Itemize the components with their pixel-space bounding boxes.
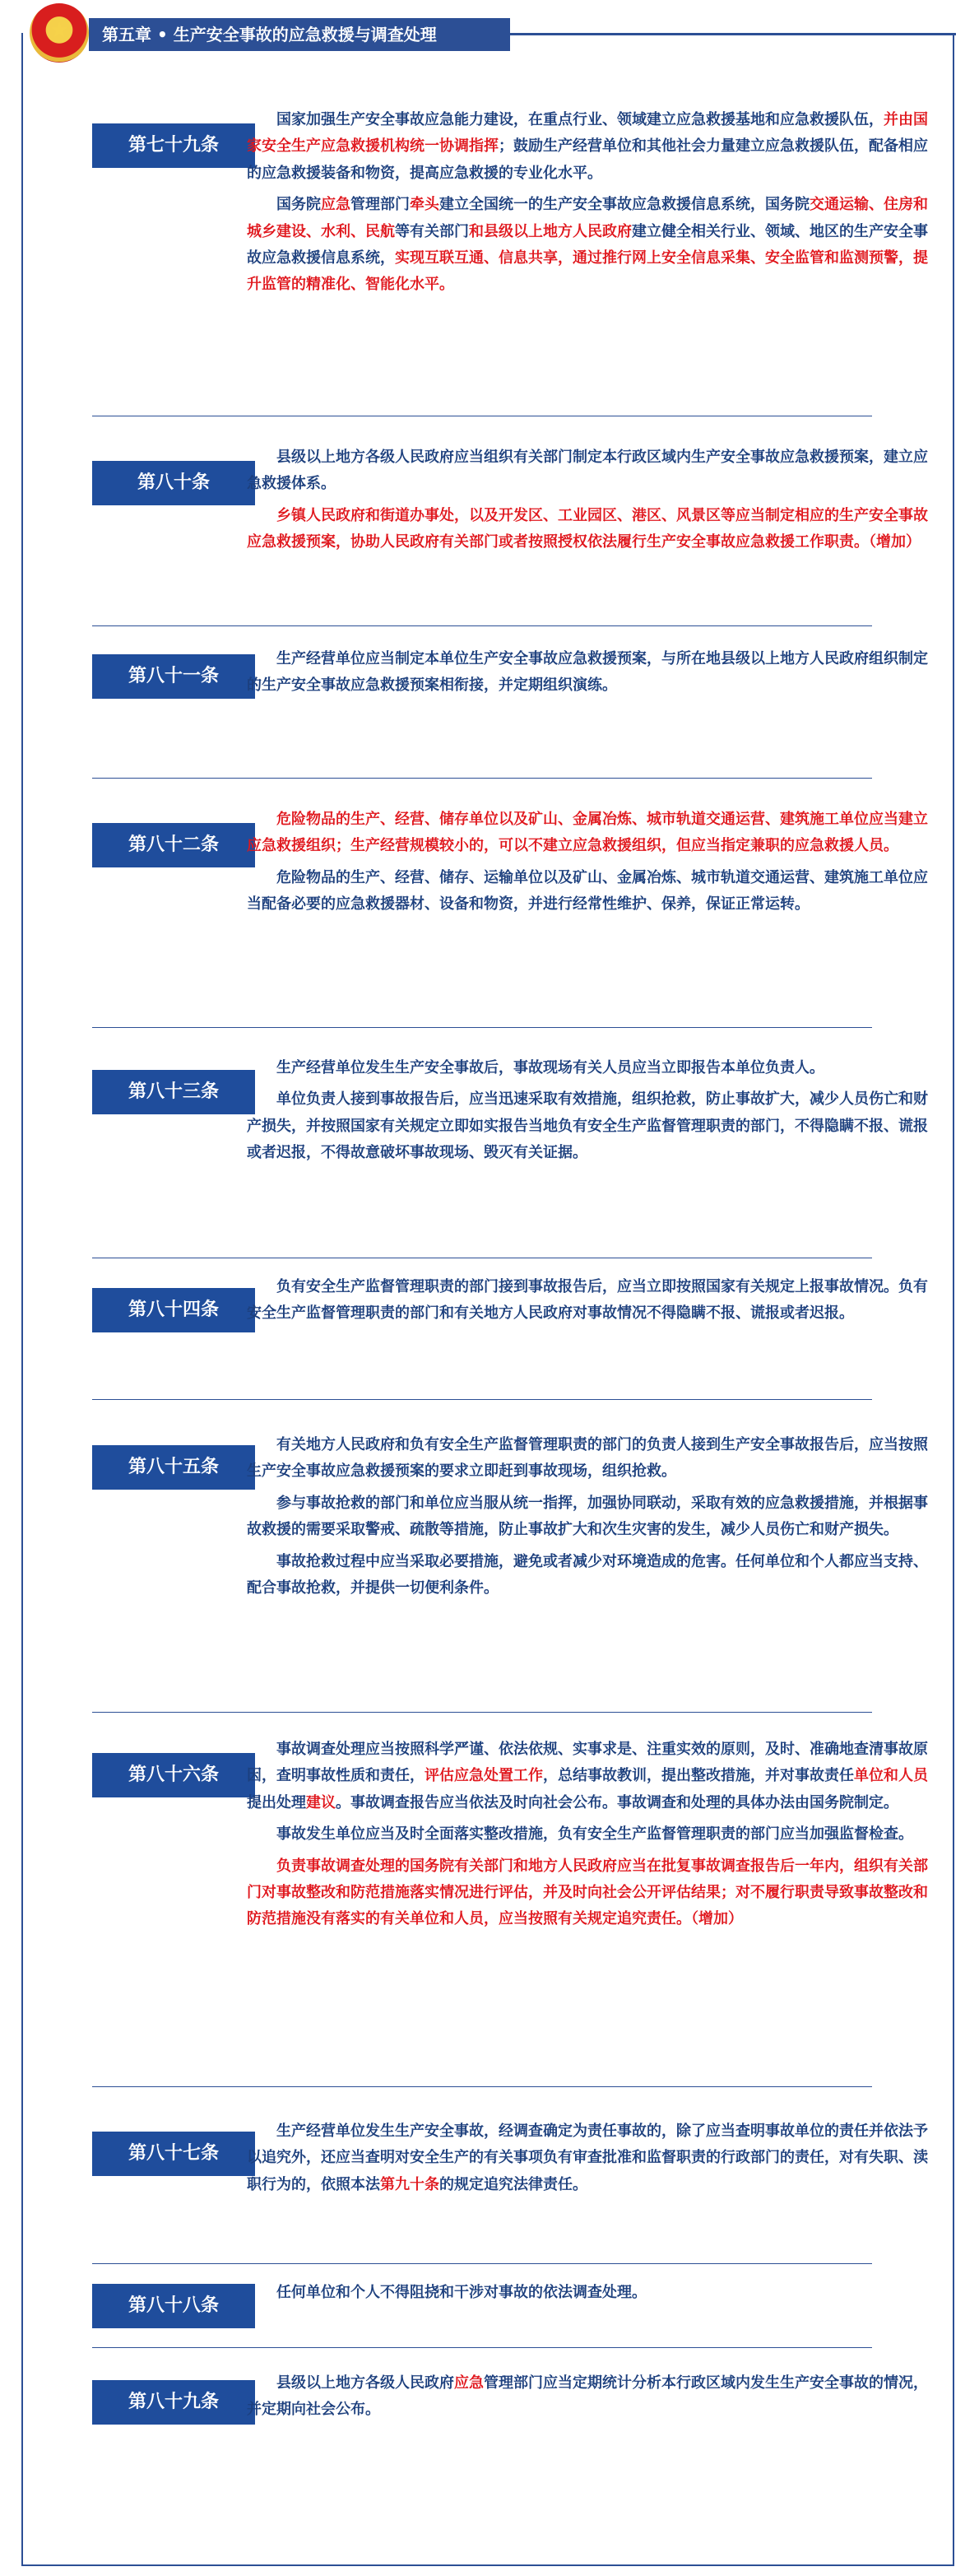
article-label: 第七十九条 [92, 123, 255, 168]
article-text: 县级以上地方各级人民政府 [276, 2374, 454, 2392]
amended-text: 实现互联互通、信息共享，通过推行网上安全信息采集、安全监管和监测预警，提升监管的精准化、智能化水平。 [247, 249, 928, 294]
article-label: 第八十二条 [92, 823, 255, 867]
article-text: 单位负责人接到事故报告后，应当迅速采取有效措施，组织抢救，防止事故扩大，减少人员伤亡和财产损失，并按照国家有关规定立即如实报告当地负有安全生产监督管理职责的部门，不得隐瞒不报、谎报或者迟报，不得故意破坏事故现场、毁灭有关证据。 [247, 1090, 928, 1162]
article-body [247, 1055, 930, 1172]
amended-text: 应急 [321, 196, 350, 214]
article-text: 生产经营单位发生生产安全事故后，事故现场有关人员应当立即报告本单位负责人。 [276, 1059, 824, 1076]
article-label: 第八十条 [92, 461, 255, 505]
article-text: 生产经营单位发生生产安全事故，经调查确定为责任事故的，除了应当查明事故单位的责任并依法予以追究外，还应当查明对安全生产的有关事项负有审查批准和监督职责的行政部门的责任，对有失职、渎职行为的，依照本法 [247, 2123, 928, 2193]
article-paragraph [247, 444, 930, 498]
article-text: 事故发生单位应当及时全面落实整改措施，负有安全生产监督管理职责的部门应当加强监督检查。 [276, 1825, 913, 1844]
article-text: 建立健全相关行业、领域、地区的生产安全事故应急救援信息系统， [247, 222, 928, 267]
article-paragraph [247, 2370, 930, 2424]
article-paragraph [247, 807, 930, 860]
article-text: 负有安全生产监督管理职责的部门接到事故报告后，应当立即按照国家有关规定上报事故情况。负有安全生产监督管理职责的部门和有关地方人民政府对事故情况不得隐瞒不报、谎报或者迟报。 [247, 1278, 928, 1323]
article-label: 第八十八条 [92, 2284, 255, 2328]
article-divider [92, 2263, 872, 2264]
amended-text: 负责事故调查处理的国务院有关部门和地方人民政府应当在批复事故调查报告后一年内，组织有关部门对事故整改和防范措施落实情况进行评估，并及时向社会公开评估结果；对不履行职责导致事故整改和防范措施没有落实的有关单位和人员，应当按照有关规定追究责任。（增加） [247, 1857, 928, 1928]
article-text: 有关地方人民政府和负有安全生产监督管理职责的部门的负责人接到生产安全事故报告后，应当按照生产安全事故应急救援预案的要求立即赶到事故现场，组织抢救。 [247, 1436, 928, 1481]
article-divider [92, 2347, 872, 2348]
article-text: ；鼓励生产经营单位和其他社会力量建立应急救援队伍，配备相应的应急救援装备和物资，提高应急救援的专业化水平。 [247, 137, 928, 182]
amended-text: 单位和人员 [854, 1767, 928, 1785]
amended-text: 交通运输、住房和城乡建设、水利、民航 [247, 196, 928, 240]
article-body [247, 2370, 930, 2429]
article-paragraph [247, 2280, 930, 2306]
amended-text: 乡镇人民政府和街道办事处，以及开发区、工业园区、港区、风景区等应当制定相应的生产安全事故应急救援预案，协助人民政府有关部门或者按照授权依法履行生产安全事故应急救援工作职责。（增加） [247, 506, 928, 551]
article-divider [92, 2086, 872, 2087]
article-text: 国务院 [276, 196, 321, 214]
article-text: 。事故调查报告应当依法及时向社会公布。事故调查和处理的具体办法由国务院制定。 [336, 1793, 898, 1811]
article-body [247, 807, 930, 923]
article-text: 国家加强生产安全事故应急能力建设，在重点行业、领域建立应急救援基地和应急救援队伍， [276, 111, 884, 128]
article-text: 事故抢救过程中应当采取必要措施，避免或者减少对环境造成的危害。任何单位和个人都应当支持、配合事故抢救，并提供一切便利条件。 [247, 1552, 928, 1597]
article-paragraph [247, 646, 930, 700]
article-label: 第八十七条 [92, 2132, 255, 2176]
article-body [247, 107, 930, 304]
article-label: 第八十九条 [92, 2380, 255, 2425]
article-text: 提出处理 [247, 1793, 306, 1811]
amended-text: 和县级以上地方人民政府 [469, 222, 632, 240]
article-paragraph [247, 865, 930, 918]
article-paragraph [247, 1432, 930, 1486]
amended-text: 危险物品的生产、经营、储存单位以及矿山、金属冶炼、城市轨道交通运营、建筑施工单位应当建立应急救援组织；生产经营规模较小的，可以不建立应急救援组织，但应当指定兼职的应急救援人员。 [247, 811, 928, 855]
article-text: 管理部门应当定期统计分析本行政区域内发生生产安全事故的情况，并定期向社会公布。 [247, 2374, 928, 2419]
article-paragraph [247, 1549, 930, 1602]
article-paragraph [247, 1737, 930, 1816]
article-text: 生产经营单位应当制定本单位生产安全事故应急救援预案，与所在地县级以上地方人民政府组织制定的生产安全事故应急救援预案相衔接，并定期组织演练。 [247, 650, 928, 695]
article-paragraph [247, 1274, 930, 1328]
article-paragraph [247, 1086, 930, 1166]
article-text: 管理部门 [350, 196, 410, 214]
article-body [247, 1737, 930, 1938]
amended-text: 第九十条 [380, 2175, 439, 2193]
article-paragraph [247, 107, 930, 187]
article-text: 危险物品的生产、经营、储存、运输单位以及矿山、金属冶炼、城市轨道交通运营、建筑施工单位应当配备必要的应急救援器材、设备和物资，并进行经常性维护、保养，保证正常运转。 [247, 868, 928, 914]
amended-text: 应急 [454, 2374, 484, 2392]
article-body [247, 1274, 930, 1332]
article-divider [92, 625, 872, 626]
article-label: 第八十一条 [92, 654, 255, 699]
article-paragraph [247, 1490, 930, 1544]
article-label: 第八十三条 [92, 1070, 255, 1114]
article-body [247, 646, 930, 704]
article-divider [92, 1027, 872, 1028]
chapter-title: 第五章 • 生产安全事故的应急救援与调查处理 [102, 25, 437, 44]
article-text: 的规定追究法律责任。 [439, 2175, 587, 2193]
header-rule [510, 33, 956, 35]
article-label: 第八十五条 [92, 1445, 255, 1490]
article-label: 第八十六条 [92, 1753, 255, 1797]
national-emblem-icon: ★ [30, 3, 89, 63]
article-label: 第八十四条 [92, 1288, 255, 1332]
article-body [247, 1432, 930, 1607]
article-text: 任何单位和个人不得阻挠和干涉对事故的依法调查处理。 [276, 2284, 647, 2301]
article-paragraph [247, 192, 930, 299]
article-body [247, 2280, 930, 2311]
article-divider [92, 778, 872, 779]
article-paragraph [247, 1821, 930, 1848]
article-divider [92, 1399, 872, 1400]
amended-text: 建议 [306, 1793, 336, 1811]
article-paragraph [247, 2118, 930, 2198]
article-text: 参与事故抢救的部门和单位应当服从统一指挥，加强协同联动，采取有效的应急救援措施，并根据事故救援的需要采取警戒、疏散等措施，防止事故扩大和次生灾害的发生，减少人员伤亡和财产损失。 [247, 1494, 928, 1539]
article-paragraph [247, 503, 930, 556]
article-paragraph [247, 1055, 930, 1081]
amended-text: 评估应急处置工作 [425, 1767, 543, 1785]
amended-text: 牵头 [410, 196, 439, 214]
article-text: 县级以上地方各级人民政府应当组织有关部门制定本行政区域内生产安全事故应急救援预案，建立应急救援体系。 [247, 449, 928, 493]
article-text: ，总结事故教训，提出整改措施，并对事故责任 [543, 1767, 854, 1785]
article-text: 建立全国统一的生产安全事故应急救援信息系统，国务院 [439, 196, 810, 214]
article-body [247, 2118, 930, 2203]
article-text: 等有关部门 [395, 222, 469, 240]
amended-text: 并由国家安全生产应急救援机构统一协调指挥 [247, 111, 928, 156]
article-text: 事故调查处理应当按照科学严谨、依法依规、实事求是、注重实效的原则，及时、准确地查清事故原因，查明事故性质和责任， [247, 1741, 928, 1785]
article-divider [92, 1712, 872, 1713]
article-body [247, 444, 930, 561]
article-paragraph [247, 1853, 930, 1933]
